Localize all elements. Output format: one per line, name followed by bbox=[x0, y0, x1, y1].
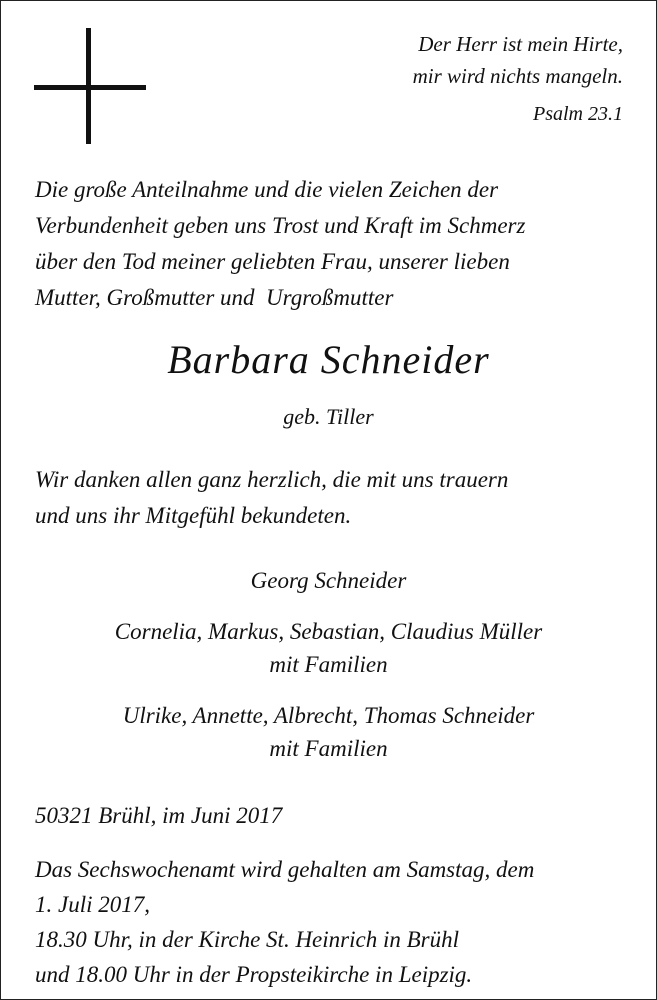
thanks-text bbox=[35, 462, 625, 534]
service-line: und 18.00 Uhr in der Propsteikirche in Leipzig. bbox=[35, 962, 473, 987]
cross-icon bbox=[34, 28, 146, 144]
service-info bbox=[35, 852, 625, 992]
mourner-line: Cornelia, Markus, Sebastian, Claudius Müller bbox=[114, 619, 543, 644]
place-date: 50321 Brühl, im Juni 2017 bbox=[35, 803, 283, 828]
intro-text bbox=[35, 172, 625, 316]
deceased-name: Barbara Schneider bbox=[167, 337, 490, 382]
mourner-line: Ulrike, Annette, Albrecht, Thomas Schneider bbox=[122, 703, 535, 728]
intro-line: Verbundenheit geben uns Trost und Kraft im Schmerz bbox=[35, 213, 526, 238]
bible-quote bbox=[413, 28, 623, 130]
mourner-group bbox=[0, 564, 657, 597]
quote-line: mir wird nichts mangeln. bbox=[412, 64, 623, 88]
thanks-line: und uns ihr Mitgefühl bekundeten. bbox=[35, 503, 352, 528]
mourner-line: mit Familien bbox=[269, 652, 388, 677]
intro-line: Die große Anteilnahme und die vielen Zeichen der bbox=[35, 177, 499, 202]
quote-line: Der Herr ist mein Hirte, bbox=[418, 32, 623, 56]
mourner-line: mit Familien bbox=[269, 736, 388, 761]
intro-line: Mutter, Großmutter und Urgroßmutter bbox=[35, 285, 394, 310]
mourner-group bbox=[0, 699, 657, 765]
intro-line: über den Tod meiner geliebten Frau, unserer lieben bbox=[35, 249, 510, 274]
birth-name: geb. Tiller bbox=[283, 404, 374, 429]
service-line: Das Sechswochenamt wird gehalten am Samstag, dem bbox=[35, 857, 535, 882]
mourner-group bbox=[0, 615, 657, 681]
thanks-line: Wir danken allen ganz herzlich, die mit uns trauern bbox=[35, 467, 509, 492]
mourners-list bbox=[0, 564, 657, 783]
service-line: 1. Juli 2017, bbox=[35, 892, 150, 917]
quote-reference: Psalm 23.1 bbox=[533, 103, 623, 125]
service-line: 18.30 Uhr, in der Kirche St. Heinrich in Brühl bbox=[35, 927, 459, 952]
mourner-line: Georg Schneider bbox=[250, 568, 407, 593]
